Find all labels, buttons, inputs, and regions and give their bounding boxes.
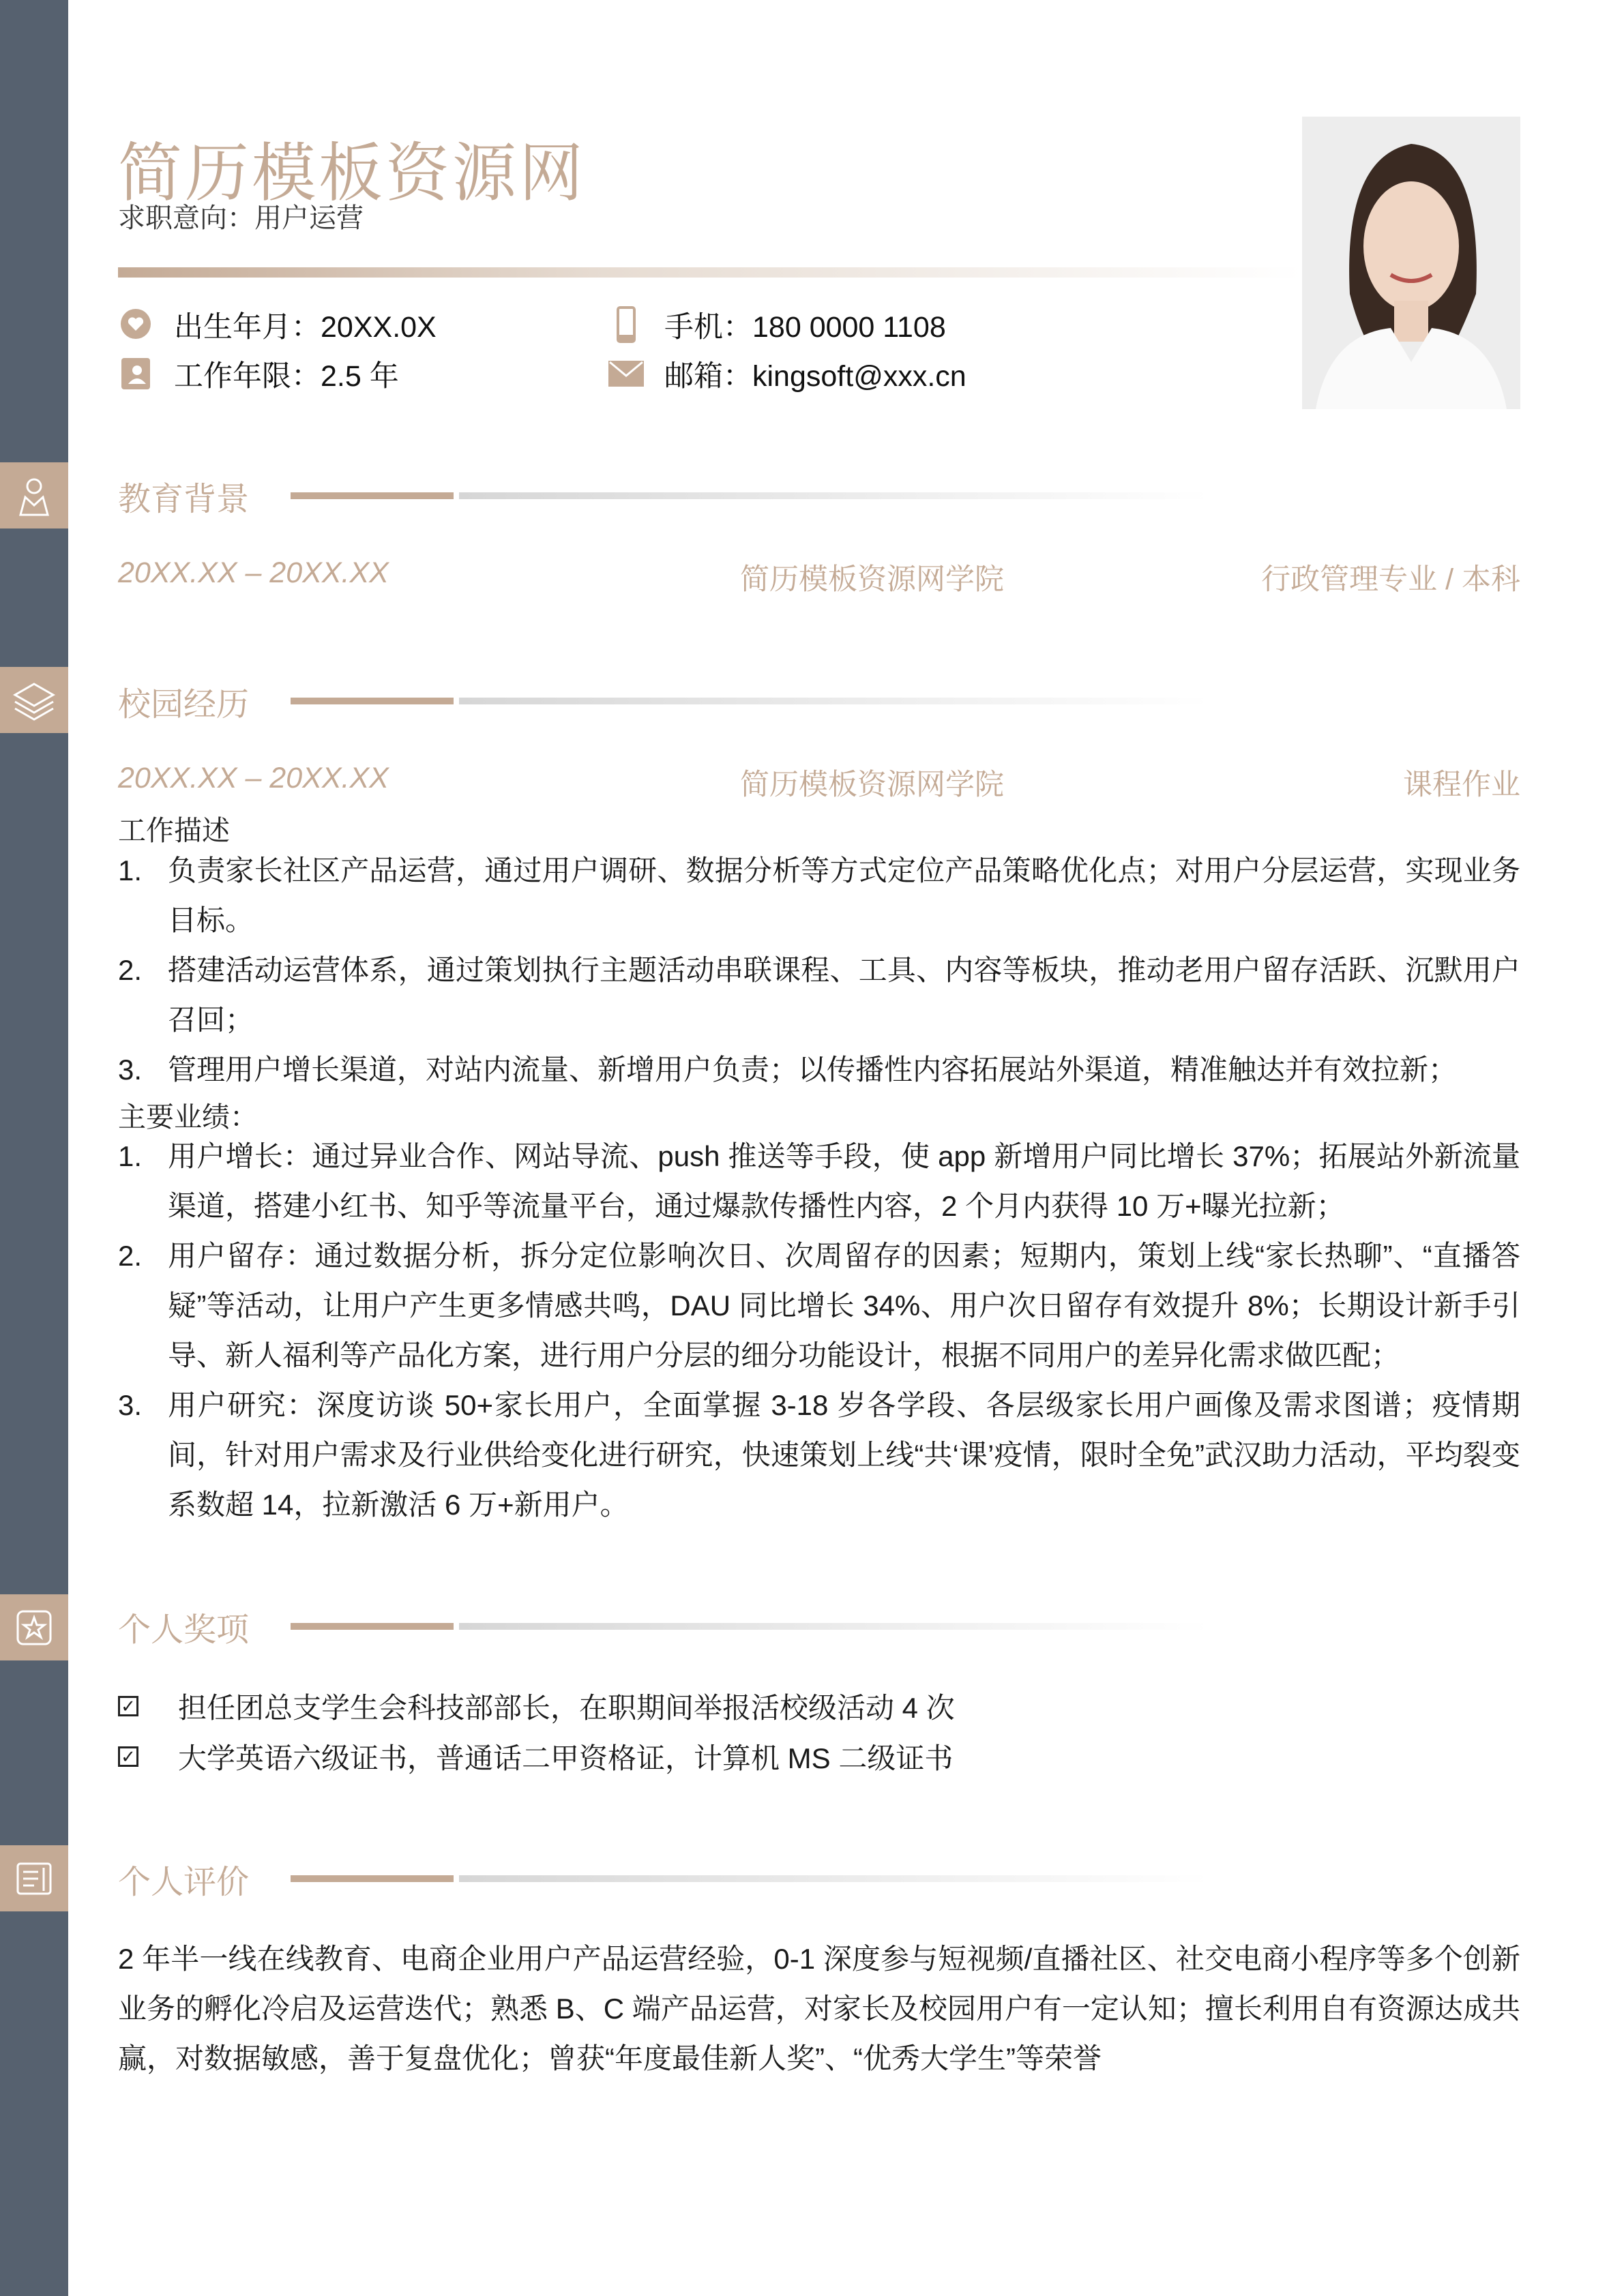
experience-text: 工作年限：2.5 年 bbox=[174, 359, 399, 393]
list-item bbox=[118, 1045, 1520, 1094]
contact-experience bbox=[118, 353, 399, 394]
phone-icon bbox=[608, 307, 644, 342]
list-item bbox=[118, 1231, 1520, 1380]
item-text: 负责家长社区产品运营，通过用户调研、数据分析等方式定位产品策略优化点；对用户分层运营，实现业务目标。 bbox=[168, 854, 1520, 936]
item-number: 3. bbox=[118, 1389, 143, 1421]
phone-text: 手机：180 0000 1108 bbox=[664, 310, 946, 344]
contact-phone bbox=[608, 304, 946, 345]
section-title: 校园经历 bbox=[118, 685, 250, 724]
heading-accent-bar bbox=[291, 1623, 454, 1630]
heading-accent-bar bbox=[291, 492, 454, 499]
item-text: 用户增长：通过异业合作、网站导流、push 推送等手段，使 app 新增用户同比增长 37%；拓展站外新流量渠道，搭建小红书、知乎等流量平台，通过爆款传播性内容，2 个月内获得 10 万+曝光拉新； bbox=[168, 1140, 1520, 1222]
item-text: 管理用户增长渠道，对站内流量、新增用户负责；以传播性内容拓展站外渠道，精准触达并有效拉新； bbox=[168, 1054, 1458, 1086]
heart-chat-icon bbox=[118, 307, 153, 342]
section-title: 个人评价 bbox=[118, 1862, 250, 1901]
award-item bbox=[118, 1736, 953, 1777]
heading-accent-bar bbox=[291, 698, 454, 704]
heading-accent-bar bbox=[291, 1875, 454, 1882]
item-text: 用户研究：深度访谈 50+家长用户，全面掌握 3-18 岁各学段、各层级家长用户画像及需求图谱；疫情期间，针对用户需求及行业供给变化进行研究，快速策划上线“共‘课’疫情，限时全免”武汉助力活动，平均裂变系数超 14，拉新激活 6 万+新用户。 bbox=[168, 1389, 1520, 1521]
campus-school: 简历模板资源网学院 bbox=[740, 769, 1004, 801]
checkbox-checked-icon: ✓ bbox=[118, 1696, 138, 1716]
education-major: 行政管理专业 / 本科 bbox=[1261, 563, 1520, 596]
list-item bbox=[118, 945, 1520, 1045]
section-heading-awards bbox=[118, 1606, 249, 1647]
resume-name: 简历模板资源网 bbox=[118, 136, 587, 211]
layers-icon bbox=[0, 667, 68, 733]
header-divider bbox=[118, 267, 1302, 278]
item-number: 2. bbox=[118, 1240, 143, 1272]
achievements-label: 主要业绩： bbox=[118, 1101, 258, 1133]
work-description-list bbox=[118, 846, 1520, 1094]
notebook-icon bbox=[0, 1845, 68, 1911]
section-title: 教育背景 bbox=[118, 479, 250, 518]
section-heading-evaluation bbox=[118, 1858, 249, 1899]
heading-line bbox=[459, 698, 1209, 704]
award-item bbox=[118, 1686, 955, 1727]
item-text: 搭建活动运营体系，通过策划执行主题活动串联课程、工具、内容等板块，推动老用户留存活跃、沉默用户召回； bbox=[168, 954, 1520, 1036]
list-item bbox=[118, 1380, 1520, 1530]
item-text: 用户留存：通过数据分析，拆分定位影响次日、次周留存的因素；短期内，策划上线“家长热聊”、“直播答疑”等活动，让用户产生更多情感共鸣，DAU 同比增长 34%、用户次日留存有效提升 8%；长期设计新手引导、新人福利等产品化方案，进行用户分层的细分功能设计，根据不同用户的差异化需求做匹配； bbox=[168, 1240, 1520, 1371]
section-heading-education bbox=[118, 475, 249, 516]
email-text: 邮箱：kingsoft@xxx.cn bbox=[664, 359, 966, 393]
item-number: 1. bbox=[118, 1140, 143, 1172]
mail-icon bbox=[608, 356, 644, 391]
sidebar bbox=[0, 0, 68, 2296]
contact-birth bbox=[118, 304, 437, 345]
education-row bbox=[118, 556, 1520, 597]
campus-role: 课程作业 bbox=[1403, 769, 1520, 801]
award-star-icon bbox=[0, 1594, 68, 1660]
list-item bbox=[118, 846, 1520, 945]
graduate-icon bbox=[0, 462, 68, 528]
self-evaluation-text: 2 年半一线在线教育、电商企业用户产品运营经验，0-1 深度参与短视频/直播社区、社交电商小程序等多个创新业务的孵化冷启及运营迭代；熟悉 B、C 端产品运营，对家长及校园用户有一定认知；擅长利用自有资源达成共赢，对数据敏感，善于复盘优化；曾获“年度最佳新人奖”、“优秀大学生”等荣誉 bbox=[118, 1943, 1520, 2074]
list-item bbox=[118, 1131, 1520, 1231]
award-text: 大学英语六级证书，普通话二甲资格证，计算机 MS 二级证书 bbox=[178, 1742, 954, 1774]
achievements-list bbox=[118, 1131, 1520, 1530]
checkbox-checked-icon: ✓ bbox=[118, 1746, 138, 1767]
education-date: 20XX.XX – 20XX.XX bbox=[118, 556, 389, 589]
item-number: 1. bbox=[118, 854, 143, 886]
item-number: 2. bbox=[118, 954, 143, 986]
heading-line bbox=[459, 1623, 1209, 1630]
section-title: 个人奖项 bbox=[118, 1610, 250, 1649]
heading-line bbox=[459, 492, 1209, 499]
campus-date: 20XX.XX – 20XX.XX bbox=[118, 762, 389, 794]
section-heading-campus bbox=[118, 681, 250, 724]
profile-photo bbox=[1302, 117, 1520, 409]
item-number: 3. bbox=[118, 1054, 143, 1086]
work-description-label: 工作描述 bbox=[118, 814, 230, 847]
contact-email bbox=[608, 353, 966, 394]
contact-card-icon bbox=[118, 356, 153, 391]
job-objective: 求职意向：用户运营 bbox=[118, 203, 364, 234]
education-school: 简历模板资源网学院 bbox=[740, 563, 1004, 596]
heading-line bbox=[459, 1875, 1209, 1882]
award-text: 担任团总支学生会科技部部长，在职期间举报活校级活动 4 次 bbox=[178, 1692, 955, 1724]
birth-text: 出生年月：20XX.0X bbox=[174, 310, 437, 344]
campus-row bbox=[118, 762, 1520, 803]
